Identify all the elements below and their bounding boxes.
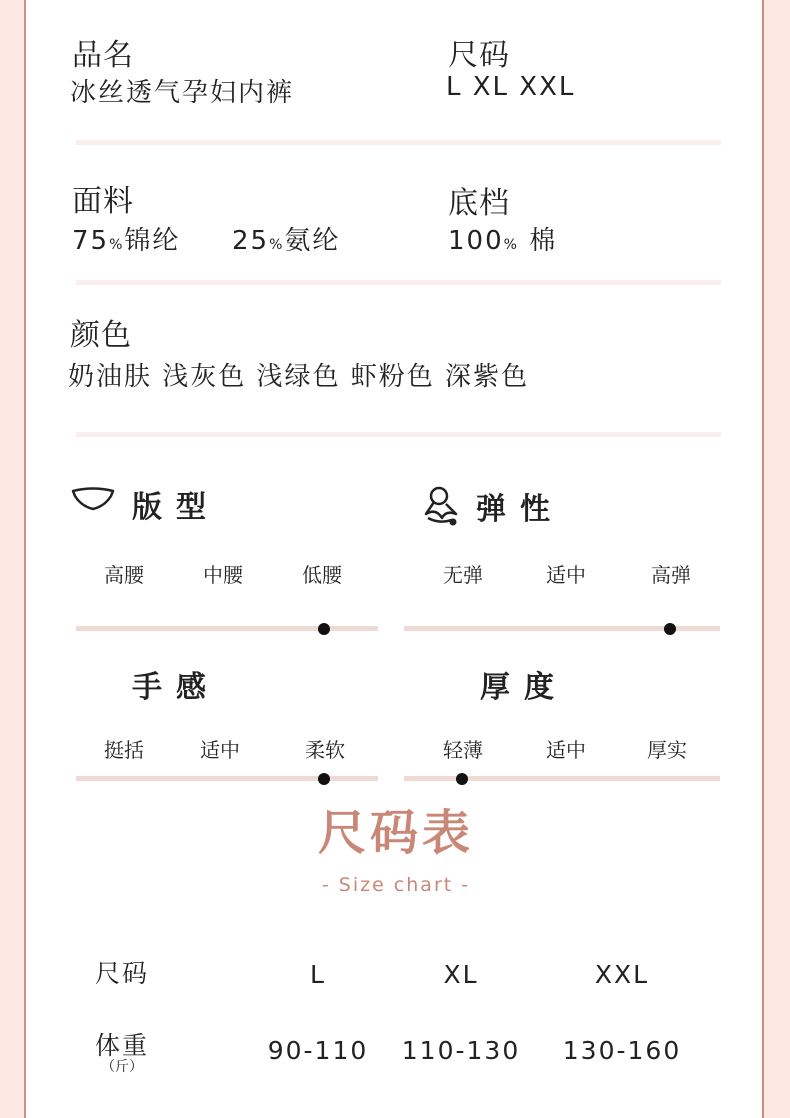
table-size-xl: XL (443, 960, 479, 989)
table-size-l: L (310, 960, 326, 989)
fabric-2-name: 氨纶 (284, 226, 341, 256)
crotch-material: 棉 (529, 226, 558, 256)
fabric-label: 面料 (72, 184, 134, 219)
feel-option-crisp: 挺括 (104, 738, 144, 762)
fabric-1-unit: % (109, 237, 125, 253)
fabric-2-unit: % (269, 237, 285, 253)
fabric-2-percent: 25 (232, 226, 270, 256)
crotch-unit: % (503, 237, 519, 253)
table-weight-xl: 110-130 (401, 1036, 521, 1065)
crotch-label: 底档 (448, 186, 510, 221)
product-detail-panel (24, 0, 764, 1118)
thickness-option-medium: 适中 (546, 738, 586, 762)
table-weight-l: 90-110 (267, 1036, 369, 1065)
fabric-1-percent: 75 (72, 226, 110, 256)
table-weight-label: 体重 (94, 1031, 149, 1060)
divider (76, 280, 721, 285)
color-value: 奶油肤 浅灰色 浅绿色 虾粉色 深紫色 (68, 362, 530, 392)
table-weight-xxl: 130-160 (562, 1036, 682, 1065)
fit-option-high: 高腰 (104, 563, 144, 587)
feel-title: 手感 (132, 670, 220, 705)
briefs-icon (70, 486, 116, 514)
thickness-title: 厚度 (480, 670, 568, 705)
thickness-scale-marker (456, 773, 468, 785)
fabric-1-name: 锦纶 (124, 226, 181, 256)
elasticity-title: 弹性 (476, 492, 564, 527)
fabric-composition-1 (72, 220, 180, 257)
fit-option-low: 低腰 (302, 563, 342, 587)
size-chart-title: 尺码表 (317, 805, 474, 861)
product-name-label: 品名 (72, 38, 134, 73)
elasticity-scale-marker (664, 623, 676, 635)
thickness-option-thick: 厚实 (647, 738, 687, 762)
thickness-option-thin: 轻薄 (443, 738, 483, 762)
table-weight-unit: （斤） (101, 1059, 143, 1075)
color-label: 颜色 (70, 318, 132, 353)
stretch-icon (422, 484, 462, 528)
size-value: L XL XXL (446, 72, 576, 102)
fit-scale-track (76, 626, 378, 631)
size-chart-subtitle: - Size chart - (321, 874, 471, 896)
fit-title: 版型 (132, 490, 220, 525)
thickness-scale-track (404, 776, 720, 781)
divider (76, 432, 721, 437)
elasticity-option-medium: 适中 (546, 563, 586, 587)
feel-scale-marker (318, 773, 330, 785)
crotch-percent: 100 (448, 226, 504, 256)
fit-scale-marker (318, 623, 330, 635)
elasticity-option-high: 高弹 (651, 563, 691, 587)
elasticity-option-none: 无弹 (443, 563, 483, 587)
fit-option-mid: 中腰 (203, 563, 243, 587)
size-label: 尺码 (448, 38, 510, 73)
crotch-composition (448, 220, 557, 257)
table-size-xxl: XXL (594, 960, 650, 989)
divider (76, 140, 721, 145)
feel-option-medium: 适中 (200, 738, 240, 762)
feel-scale-track (76, 776, 378, 781)
fabric-composition-2 (232, 220, 340, 257)
feel-option-soft: 柔软 (305, 738, 345, 762)
product-name-value: 冰丝透气孕妇内裤 (70, 78, 295, 108)
table-header-label: 尺码 (94, 959, 149, 988)
